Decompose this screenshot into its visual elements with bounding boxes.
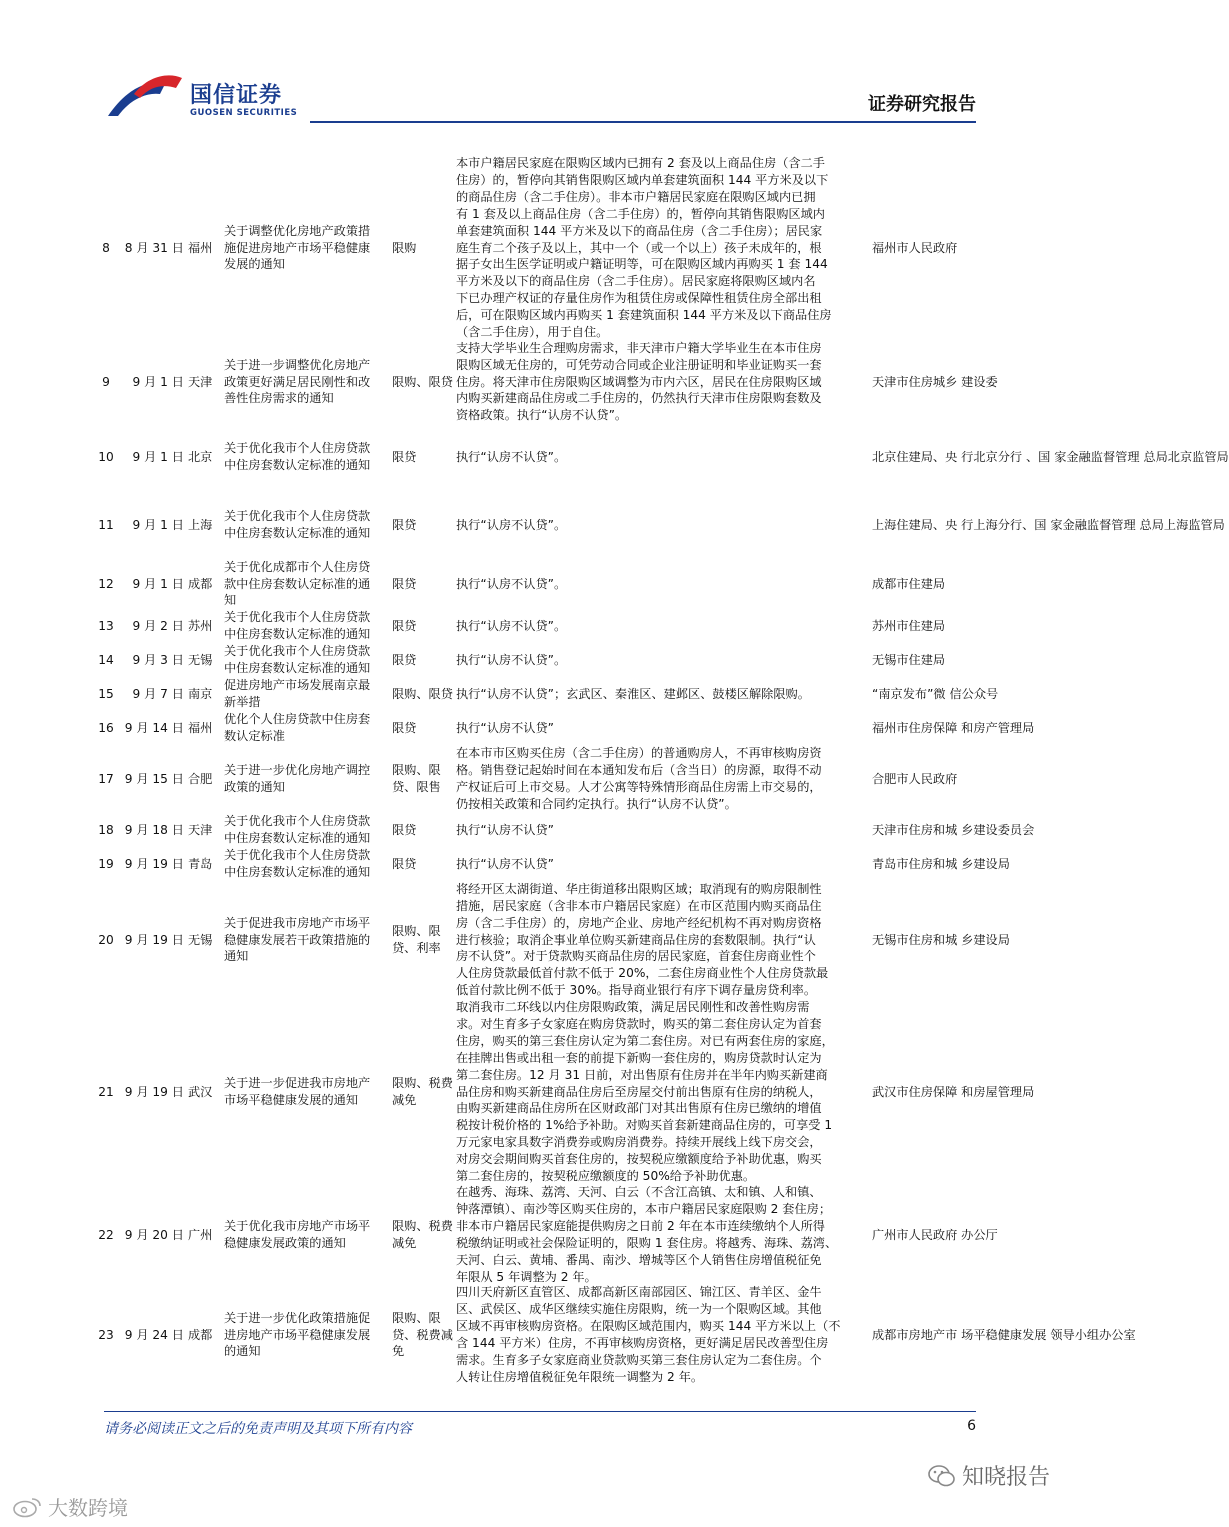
row-city: 武汉	[188, 1084, 213, 1099]
row-date: 9 月 7 日	[132, 686, 184, 701]
row-policy-type: 限购、限 贷、限售	[392, 763, 441, 794]
table-row	[90, 423, 1229, 491]
row-city: 苏州	[188, 618, 213, 633]
table-row	[90, 609, 990, 643]
row-policy-title: 关于优化我市房地产市场平 稳健康发展政策的通知	[224, 1219, 371, 1250]
row-city: 天津	[188, 822, 213, 837]
row-policy-content: 支持大学毕业生合理购房需求，非天津市户籍大学毕业生在本市住房 限购区域无住房的，可凭劳动合同或企业注册证明和毕业证购买一套 住房。将天津市住房限购区域调整为市内六区，居民在住房限购区域 内购买新建商品住房或二手住房的，仍然执行天津市住房限购套数及 资格政策。执行“认房不认贷”。	[456, 340, 822, 423]
row-policy-title: 关于优化成都市个人住房贷 款中住房套数认定标准的通 知	[224, 559, 371, 608]
table-row	[90, 643, 990, 677]
row-date: 9 月 19 日	[124, 856, 184, 871]
row-date: 9 月 20 日	[124, 1227, 184, 1242]
policy-table	[90, 155, 1229, 1385]
table-row	[90, 711, 1035, 745]
row-policy-type: 限贷	[392, 517, 417, 532]
row-policy-type: 限贷	[392, 652, 417, 667]
table-row	[90, 340, 998, 423]
row-date: 9 月 24 日	[124, 1327, 184, 1342]
row-city: 成都	[188, 576, 213, 591]
row-issuer: 广州市人民政府 办公厅	[872, 1227, 998, 1242]
disclaimer-text: 请务必阅读正文之后的免责声明及其项下所有内容	[104, 1421, 412, 1437]
row-issuer: “南京发布”微 信公众号	[872, 686, 999, 701]
row-number: 21	[98, 1084, 114, 1099]
table-row	[90, 491, 1225, 559]
row-number: 23	[98, 1327, 114, 1342]
row-issuer: 武汉市住房保障 和房屋管理局	[872, 1084, 1035, 1099]
row-date: 8 月 31 日	[124, 240, 184, 255]
row-number: 13	[98, 618, 114, 633]
table-row	[90, 559, 990, 609]
row-number: 9	[102, 374, 110, 389]
row-policy-type: 限购	[392, 240, 417, 255]
row-policy-content: 执行“认房不认贷”。	[456, 652, 567, 667]
row-city: 广州	[188, 1227, 213, 1242]
row-policy-type: 限贷	[392, 576, 417, 591]
page-number: 6	[967, 1418, 976, 1434]
row-policy-title: 促进房地产市场发展南京最 新举措	[224, 678, 371, 709]
row-number: 19	[98, 856, 114, 871]
row-policy-content: 在本市市区购买住房（含二手住房）的普通购房人，不再审核购房资 格。销售登记起始时间在本通知发布后（含当日）的房源，取得不动 产权证后可上市交易。人才公寓等特殊情形商品住房需上市交易的， 仍按相关政策和合同约定执行。执行“认房不认贷”。	[456, 746, 822, 811]
row-policy-title: 优化个人住房贷款中住房套 数认定标准	[224, 712, 371, 743]
row-policy-title: 关于优化我市个人住房贷款 中住房套数认定标准的通知	[224, 848, 371, 879]
wechat-icon	[928, 1464, 956, 1488]
row-issuer: 成都市房地产市 场平稳健康发展 领导小组办公室	[872, 1327, 1136, 1342]
row-city: 无锡	[188, 652, 213, 667]
row-date: 9 月 1 日	[132, 374, 184, 389]
row-number: 18	[98, 822, 114, 837]
row-policy-type: 限购、限贷	[392, 686, 453, 701]
row-date: 9 月 3 日	[132, 652, 184, 667]
table-row	[90, 813, 1035, 847]
row-issuer: 北京住建局、央 行北京分行 、国 家金融监督管理 总局北京监管局	[872, 449, 1229, 464]
row-policy-content: 执行“认房不认贷”；玄武区、秦淮区、建邺区、鼓楼区解除限购。	[456, 686, 810, 701]
table-row	[90, 999, 1035, 1185]
row-policy-type: 限购、限 贷、利率	[392, 924, 441, 955]
row-policy-title: 关于促进我市房地产市场平 稳健康发展若干政策措施的 通知	[224, 915, 371, 964]
table-row	[90, 155, 990, 341]
footer-divider	[104, 1411, 976, 1412]
row-issuer: 合肥市人民政府	[872, 771, 958, 786]
row-city: 合肥	[188, 771, 213, 786]
row-city: 福州	[188, 240, 213, 255]
company-name-en: GUOSEN SECURITIES	[190, 108, 298, 118]
row-policy-type: 限购、限 贷、税费减 免	[392, 1310, 453, 1359]
row-date: 9 月 19 日	[124, 1084, 184, 1099]
row-city: 南京	[188, 686, 213, 701]
row-city: 成都	[188, 1327, 213, 1342]
row-policy-content: 本市户籍居民家庭在限购区域内已拥有 2 套及以上商品住房（含二手 住房）的，暂停向其销售限购区域内单套建筑面积 144 平方米及以下 的商品住房（含二手住房）。非本市户籍居民家庭在限购区域内已拥 有 1 套及以上商品住房（含二手住房）的，暂停向其销售限购区域内 单套建筑面积 144 平方米及以下的商品住房（含二手住房）；居民家 庭生育二个孩子及以上，其中一个（或一个以上）孩子未成年的，根 据子女出生医学证明或户籍证明等，可在限购区域内再购买 1 套 144 平方米及以下的商品住房（含二手住房）。居民家庭将限购区域内名 下已办理产权证的存量住房作为租赁住房或保障性租赁住房全部出租 后，可在限购区域内再购买 1 套建筑面积 144 平方米及以下商品住房 （含二手住房），用于自住。	[456, 156, 832, 340]
guosen-logo-icon	[104, 72, 184, 120]
row-policy-title: 关于优化我市个人住房贷款 中住房套数认定标准的通知	[224, 509, 371, 540]
row-issuer: 天津市住房城乡 建设委	[872, 374, 998, 389]
row-policy-title: 关于进一步优化房地产调控 政策的通知	[224, 763, 371, 794]
table-row	[90, 677, 999, 711]
watermark-left	[12, 1492, 128, 1521]
row-number: 22	[98, 1227, 114, 1242]
row-city: 北京	[188, 449, 213, 464]
row-city: 无锡	[188, 932, 213, 947]
row-date: 9 月 18 日	[124, 822, 184, 837]
row-policy-title: 关于进一步调整优化房地产 政策更好满足居民刚性和改 善性住房需求的通知	[224, 357, 371, 406]
row-policy-type: 限贷	[392, 822, 417, 837]
row-city: 天津	[188, 374, 213, 389]
row-number: 20	[98, 932, 114, 947]
company-name-cn: 国信证券	[190, 83, 283, 108]
row-issuer: 福州市人民政府	[872, 240, 958, 255]
row-policy-title: 关于进一步优化政策措施促 进房地产市场平稳健康发展 的通知	[224, 1310, 371, 1359]
watermark-left-text: 大数跨境	[48, 1496, 128, 1520]
row-policy-content: 执行“认房不认贷”。	[456, 576, 567, 591]
row-date: 9 月 19 日	[124, 932, 184, 947]
row-issuer: 天津市住房和城 乡建设委员会	[872, 822, 1035, 837]
row-policy-title: 关于优化我市个人住房贷款 中住房套数认定标准的通知	[224, 814, 371, 845]
row-number: 16	[98, 720, 114, 735]
row-number: 10	[98, 449, 114, 464]
row-policy-type: 限贷	[392, 618, 417, 633]
table-row	[90, 1185, 998, 1285]
watermark-right	[928, 1460, 1050, 1491]
page-header	[0, 0, 1080, 135]
row-policy-type: 限贷	[392, 449, 417, 464]
table-row	[90, 847, 1010, 881]
row-date: 9 月 1 日	[132, 517, 184, 532]
row-date: 9 月 14 日	[124, 720, 184, 735]
row-policy-content: 执行“认房不认贷”。	[456, 618, 567, 633]
weibo-icon	[12, 1496, 42, 1518]
row-number: 12	[98, 576, 114, 591]
row-policy-content: 在越秀、海珠、荔湾、天河、白云（不含江高镇、太和镇、人和镇、 钟落潭镇）、南沙等区购买住房的，本市户籍居民家庭限购 2 套住房； 非本市户籍居民家庭能提供购房之日前 2 年在本市连续缴纳个人所得 税缴纳证明或社会保险证明的，限购 1 套住房。将越秀、海珠、荔湾、 天河、白云、黄埔、番禺、南沙、增城等区个人销售住房增值税征免 年限从 5 年调整为 2 年。	[456, 1185, 838, 1284]
row-issuer: 苏州市住建局	[872, 618, 946, 633]
row-policy-content: 执行“认房不认贷”	[456, 720, 554, 735]
row-policy-content: 执行“认房不认贷”。	[456, 517, 567, 532]
row-city: 上海	[188, 517, 213, 532]
row-policy-title: 关于优化我市个人住房贷款 中住房套数认定标准的通知	[224, 610, 371, 641]
row-policy-content: 将经开区太湖街道、华庄街道移出限购区域；取消现有的购房限制性 措施，居民家庭（含非本市户籍居民家庭）在市区范围内购买商品住 房（含二手住房）的，房地产企业、房地产经纪机构不再对购房资格 进行核验；取消企事业单位购买新建商品住房的套数限制。执行“认 房不认贷”。对于贷款购买商品住房的居民家庭，首套住房商业性个 人住房贷款最低首付款不低于 20%，二套住房商业性个人住房贷款最 低首付款比例不低于 30%。指导商业银行有序下调存量房贷利率。	[456, 881, 829, 998]
row-issuer: 无锡市住房和城 乡建设局	[872, 932, 1010, 947]
row-issuer: 青岛市住房和城 乡建设局	[872, 856, 1010, 871]
watermark-right-text: 知晓报告	[961, 1465, 1050, 1490]
row-city: 青岛	[188, 856, 213, 871]
row-date: 9 月 1 日	[132, 449, 184, 464]
header-divider	[310, 121, 976, 123]
row-number: 17	[98, 771, 114, 786]
row-issuer: 成都市住建局	[872, 576, 946, 591]
row-issuer: 无锡市住建局	[872, 652, 946, 667]
row-policy-title: 关于优化我市个人住房贷款 中住房套数认定标准的通知	[224, 441, 371, 472]
row-policy-type: 限贷	[392, 720, 417, 735]
row-date: 9 月 15 日	[124, 771, 184, 786]
row-policy-content: 四川天府新区直管区、成都高新区南部园区、锦江区、青羊区、金牛 区、武侯区、成华区继续实施住房限购，统一为一个限购区域。其他 区域不再审核购房资格。在限购区域范围内，购买 144 平方米以上（不 含 144 平方米）住房，不再审核购房资格，更好满足居民改善型住房 需求。生育多子女家庭商业贷款购买第三套住房认定为二套住房。个 人转让住房增值税征免年限统一调整为 2 年。	[456, 1285, 841, 1384]
row-issuer: 上海住建局、央 行上海分行、国 家金融监督管理 总局上海监管局	[872, 517, 1225, 532]
row-number: 11	[98, 517, 114, 532]
row-policy-content: 执行“认房不认贷”	[456, 822, 554, 837]
row-policy-type: 限购、税费 减免	[392, 1076, 453, 1107]
row-city: 福州	[188, 720, 213, 735]
row-number: 15	[98, 686, 114, 701]
row-policy-type: 限贷	[392, 856, 417, 871]
row-policy-title: 关于进一步促进我市房地产 市场平稳健康发展的通知	[224, 1076, 371, 1107]
row-policy-content: 取消我市二环线以内住房限购政策，满足居民刚性和改善性购房需 求。对生育多子女家庭在购房贷款时，购买的第二套住房认定为首套 住房，购买的第三套住房认定为第二套住房。对已有两套住房的家庭， 在挂牌出售或出租一套的前提下新购一套住房的，购房贷款时认定为 第二套住房。12 月 31 日前，对出售原有住房并在半年内购买新建商 品住房和购买新建商品住房后至房屋交付前出售原有住房的纳税人， 由购买新建商品住房所在区财政部门对其出售原有住房已缴纳的增值 税按计税价格的 1%给予补助。对购买首套新建商品住房的，可享受 1 万元家电家具数字消费券或购房消费券。持续开展线上线下房交会， 对房交会期间购买首套住房的，按契税应缴额度给予补助优惠，购买 第二套住房的，按契税应缴额度的 50%给予补助优惠。	[456, 1000, 834, 1184]
table-row	[90, 881, 1010, 999]
row-policy-title: 关于调整优化房地产政策措 施促进房地产市场平稳健康 发展的通知	[224, 223, 371, 272]
row-policy-title: 关于优化我市个人住房贷款 中住房套数认定标准的通知	[224, 644, 371, 675]
row-policy-content: 执行“认房不认贷”。	[456, 449, 567, 464]
row-number: 14	[98, 652, 114, 667]
report-type-label: 证券研究报告	[868, 94, 976, 115]
row-date: 9 月 2 日	[132, 618, 184, 633]
row-date: 9 月 1 日	[132, 576, 184, 591]
row-policy-type: 限购、税费 减免	[392, 1219, 453, 1250]
table-row	[90, 1285, 1136, 1385]
row-policy-content: 执行“认房不认贷”	[456, 856, 554, 871]
row-policy-type: 限购、限贷	[392, 374, 453, 389]
row-issuer: 福州市住房保障 和房产管理局	[872, 720, 1035, 735]
row-number: 8	[102, 240, 110, 255]
table-row	[90, 745, 990, 813]
